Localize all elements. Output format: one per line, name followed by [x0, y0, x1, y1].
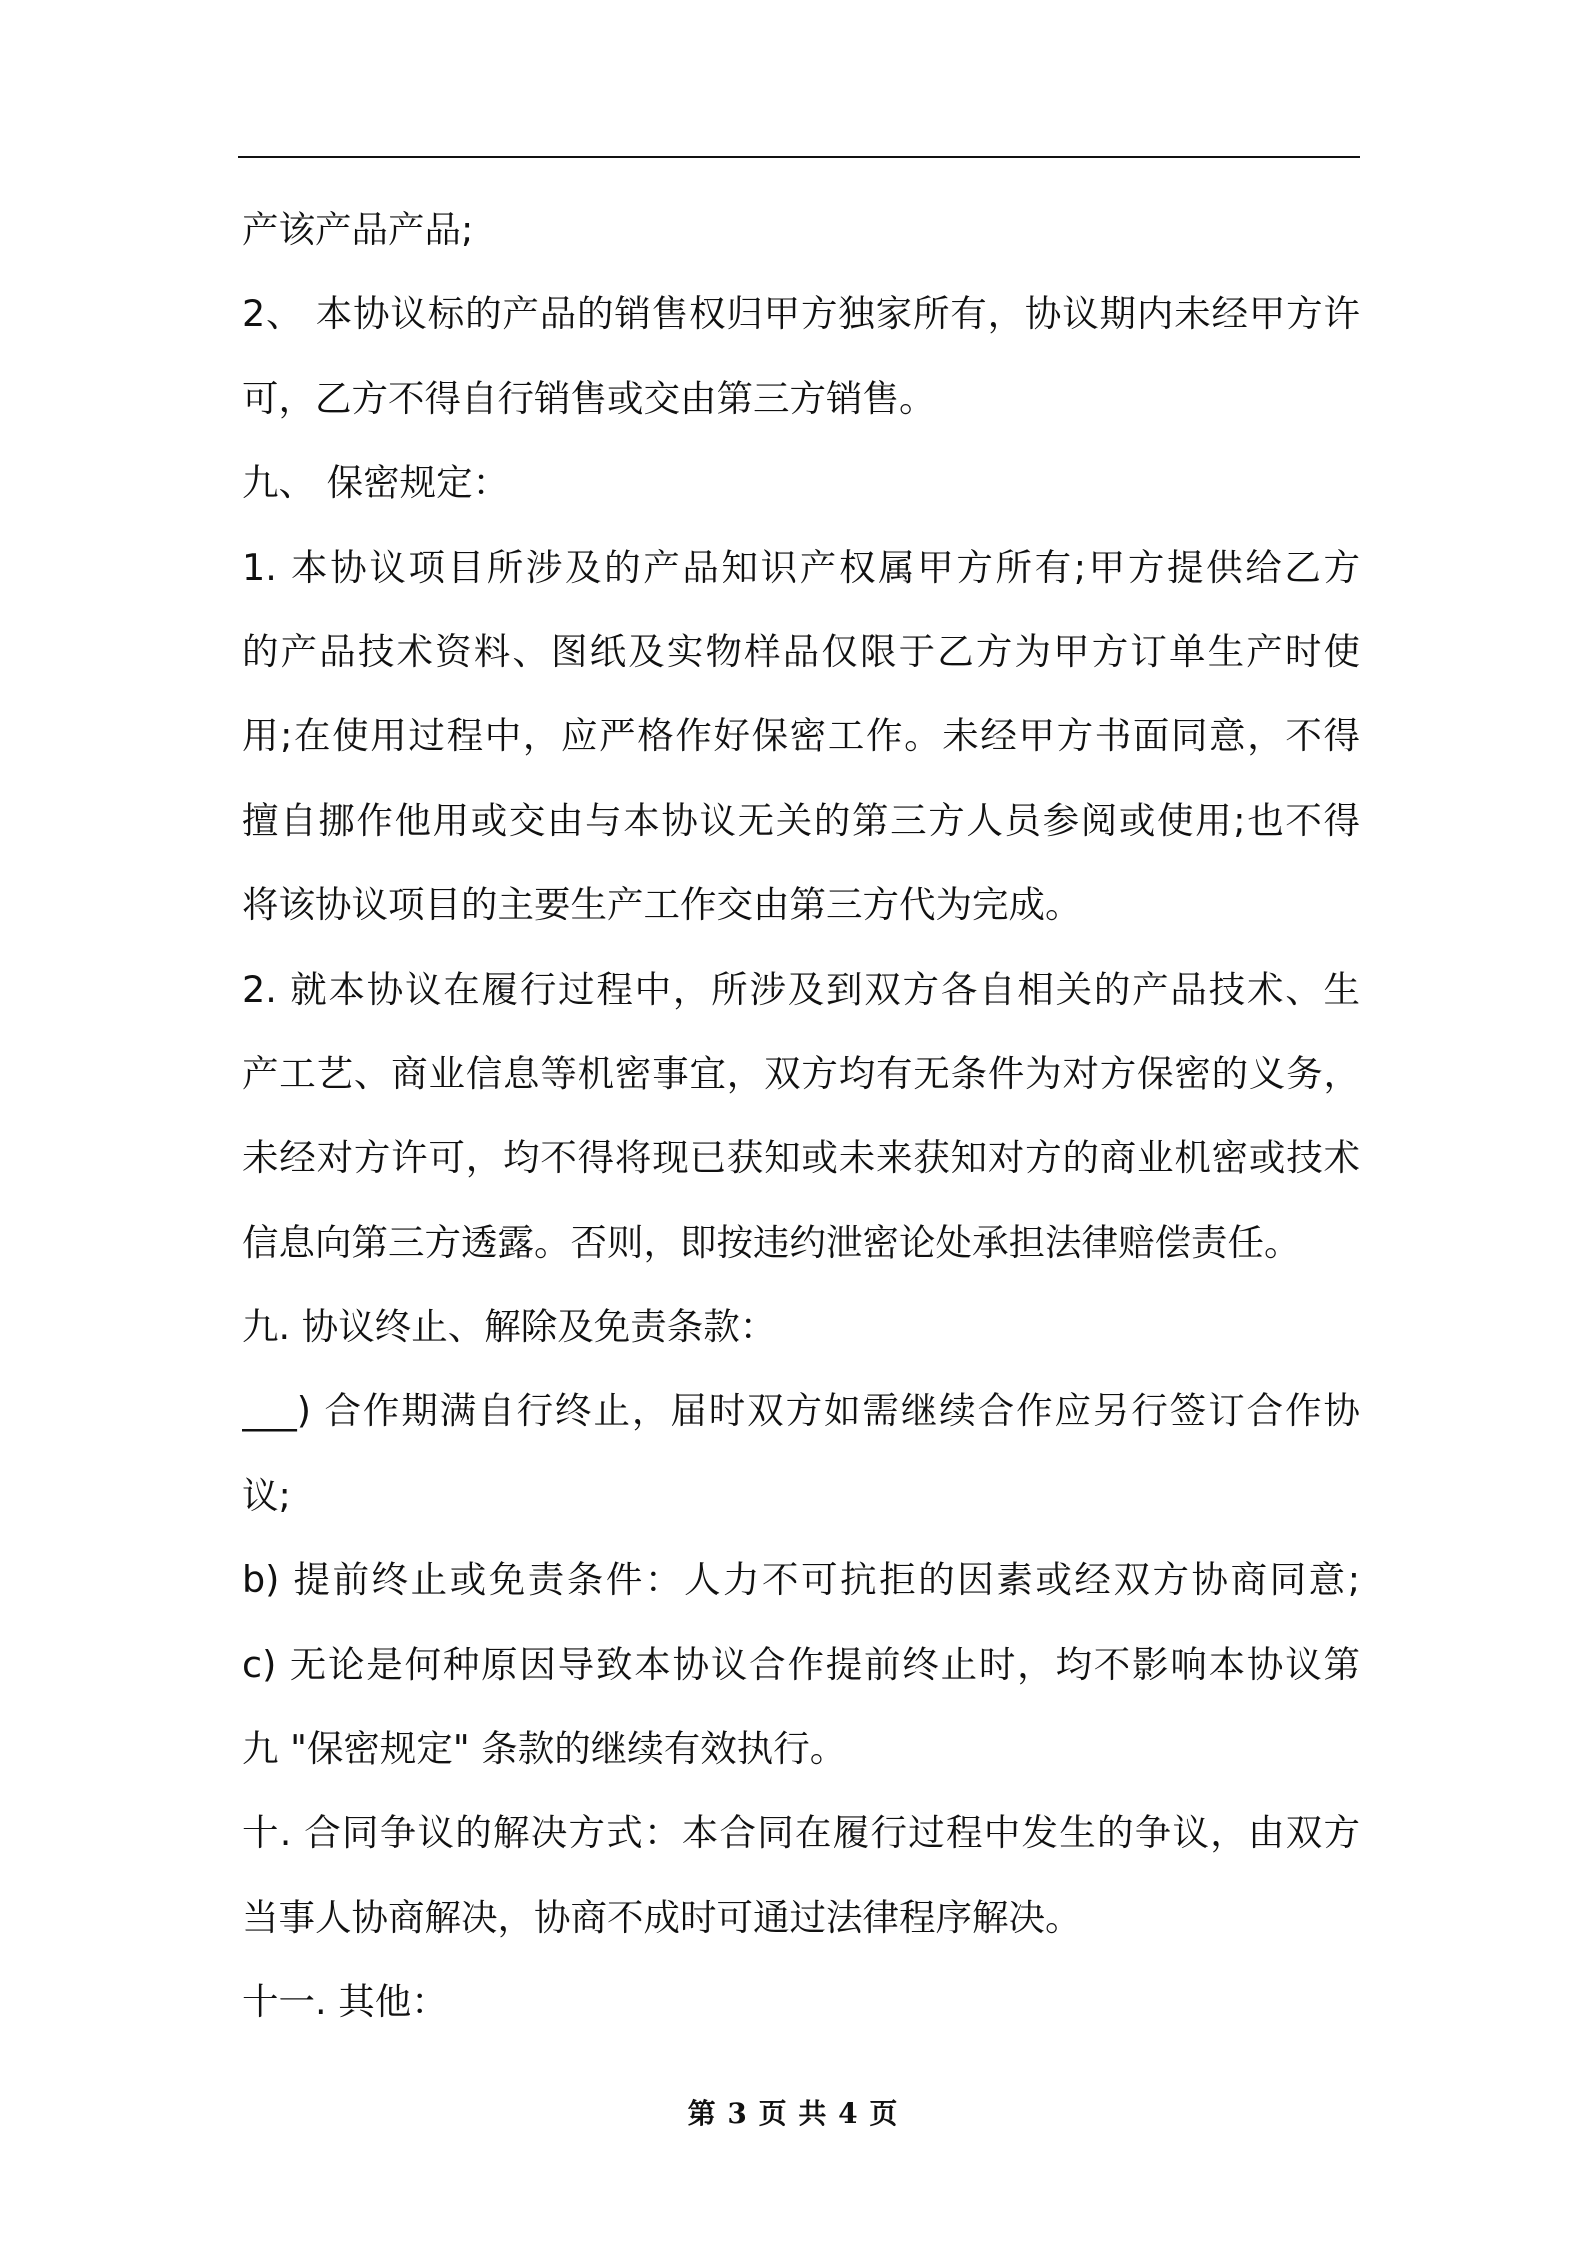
document-line: 擅自挪作他用或交由与本协议无关的第三方人员参阅或使用;也不得 — [242, 798, 1360, 842]
document-line: 未经对方许可，均不得将现已获知或未来获知对方的商业机密或技术 — [242, 1136, 1360, 1180]
document-line: 当事人协商解决，协商不成时可通过法律程序解决。 — [242, 1895, 1082, 1939]
document-line: 十. 合同争议的解决方式：本合同在履行过程中发生的争议，由双方 — [242, 1811, 1360, 1855]
document-line: 用;在使用过程中，应严格作好保密工作。未经甲方书面同意，不得 — [242, 714, 1360, 758]
document-line: 十一. 其他： — [242, 1980, 448, 2024]
document-line: 产工艺、商业信息等机密事宜，双方均有无条件为对方保密的义务， — [242, 1051, 1360, 1095]
document-line: 可，乙方不得自行销售或交由第三方销售。 — [242, 376, 936, 420]
document-line: 九、 保密规定： — [242, 461, 510, 505]
document-line: 议; — [242, 1473, 291, 1517]
document-line: 的产品技术资料、图纸及实物样品仅限于乙方为甲方订单生产时使 — [242, 629, 1360, 673]
document-line: 九. 协议终止、解除及免责条款： — [242, 1305, 777, 1349]
document-line: 将该协议项目的主要生产工作交由第三方代为完成。 — [242, 883, 1082, 927]
header-rule — [238, 156, 1360, 158]
document-line: c) 无论是何种原因导致本协议合作提前终止时，均不影响本协议第 — [242, 1642, 1360, 1686]
document-line: ___) 合作期满自行终止，届时双方如需继续合作应另行签订合作协 — [242, 1389, 1360, 1433]
page-footer: 第 3 页 共 4 页 — [687, 2097, 899, 2130]
document-line: b) 提前终止或免责条件：人力不可抗拒的因素或经双方协商同意; — [242, 1558, 1360, 1602]
document-line: 信息向第三方透露。否则，即按违约泄密论处承担法律赔偿责任。 — [242, 1220, 1301, 1264]
document-line: 九 "保密规定" 条款的继续有效执行。 — [242, 1727, 847, 1771]
document-line: 产该产品产品; — [242, 208, 474, 251]
document-line: 2、 本协议标的产品的销售权归甲方独家所有，协议期内未经甲方许 — [242, 292, 1360, 336]
document-body — [242, 188, 1360, 2045]
document-line: 1. 本协议项目所涉及的产品知识产权属甲方所有;甲方提供给乙方 — [242, 545, 1360, 589]
document-line: 2. 就本协议在履行过程中，所涉及到双方各自相关的产品技术、生 — [242, 967, 1360, 1011]
